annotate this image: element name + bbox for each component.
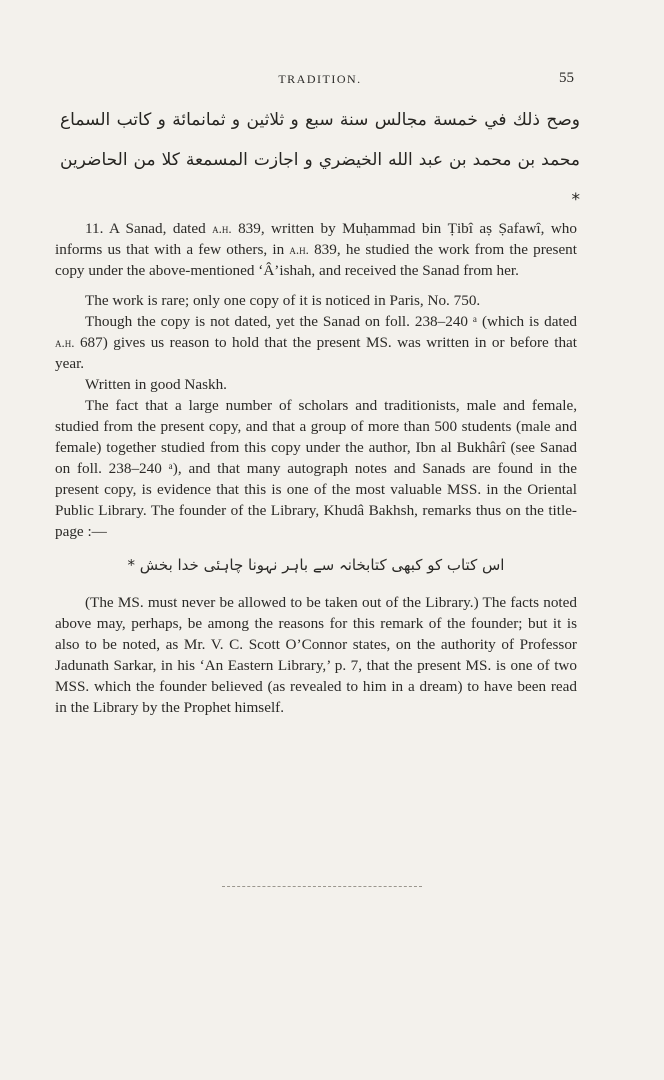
paragraph-value: The fact that a large number of scholars and traditionists, male and female, studied from the present copy, and that a group of more than 500 students (male and female) together studied from this copy under the author, Ibn al Bukhârî (see Sanad on foll. 238–240 ᵃ), and that many autograph notes and Sanads are found in the present copy, is evidence that this is one of the most valuable MSS. in the Oriental Public Library. The founder of the Library, Khudâ Bakhsh, remarks thus on the title-page :— bbox=[55, 397, 577, 540]
page-number: 55 bbox=[559, 70, 574, 86]
body-text bbox=[55, 218, 577, 718]
bottom-divider bbox=[222, 886, 422, 887]
paragraph-rarity: The work is rare; only one copy of it is noticed in Paris, No. 750. bbox=[85, 292, 481, 309]
paragraph-translation: (The MS. must never be allowed to be taken out of the Library.) The facts noted above may, perhaps, be among the reasons for this remark of the founder; but it is also to be noted, as Mr. V. C. Scott O’Connor states, on the authority of Professor Jadunath Sarkar, in his ‘An Eastern Library,’ p. 7, that the present MS. is one of two MSS. which the founder believed (as revealed to him in a dream) to have been read in the Library by the Prophet himself. bbox=[55, 594, 577, 716]
urdu-founder-remark: اس کتاب کو کبھی کتابخانہ سے باہر نہونا چاہئی خدا بخش * bbox=[127, 556, 505, 574]
arabic-sanad-text: وصح ذلك في خمسة مجالس سنة سبع و ثلاثين و ثمانمائة و كاتب السماع محمد بن محمد بن عبد الله الخيضري و اجازت المسمعة كلا من الحاضرين * bbox=[60, 110, 580, 210]
running-head: TRADITION. bbox=[278, 72, 362, 86]
paragraph-script: Written in good Naskh. bbox=[85, 376, 227, 393]
paragraph-dating: Though the copy is not dated, yet the Sanad on foll. 238–240 ᵃ (which is dated a.h. 687) gives us reason to hold that the present MS. was written in or before that year. bbox=[55, 313, 577, 372]
paragraph-sanad-11: 11. A Sanad, dated a.h. 839, written by Muḥammad bin Ṭibî aṣ Ṣafawî, who informs us that with a few others, in a.h. 839, he studied the work from the present copy under the above-mentioned ‘Â’ishah, and received the Sanad from her. bbox=[55, 220, 577, 279]
